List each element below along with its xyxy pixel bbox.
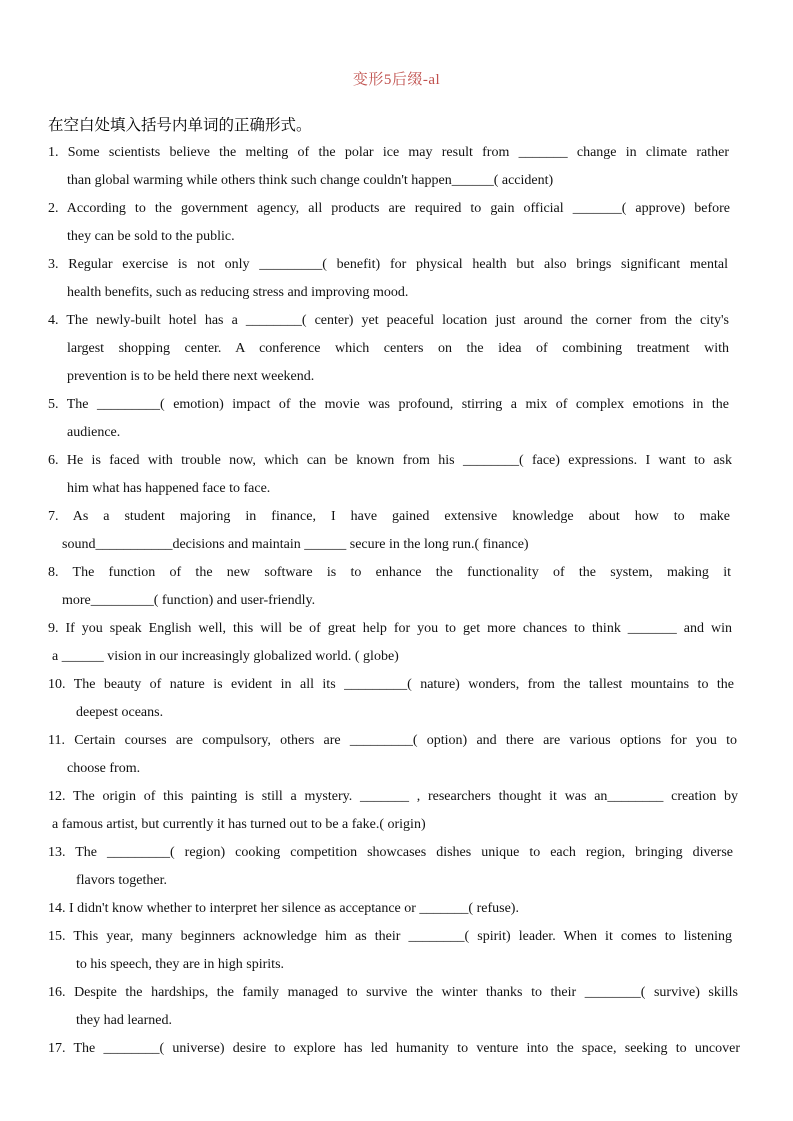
exercise-line: 15. This year, many beginners acknowledge him as their ________( spirit) leader. When it comes to listening xyxy=(48,929,732,944)
exercise-line: a famous artist, but currently it has turned out to be a fake.( origin) xyxy=(52,817,426,832)
exercise-line: 9. If you speak English well, this will be of great help for you to get more chances to think _______ and win xyxy=(48,621,732,636)
exercise-line: prevention is to be held there next weekend. xyxy=(67,369,315,384)
exercise-line: him what has happened face to face. xyxy=(67,481,271,496)
exercise-line: 13. The _________( region) cooking competition showcases dishes unique to each region, bringing diverse xyxy=(48,845,733,860)
exercise-line: than global warming while others think such change couldn't happen______( accident) xyxy=(67,173,554,188)
page-title: 变形5后缀-al xyxy=(352,72,441,88)
exercise-line: 1. Some scientists believe the melting of the polar ice may result from _______ change in climate rather xyxy=(48,145,729,160)
exercise-line: health benefits, such as reducing stress and improving mood. xyxy=(67,285,409,300)
exercise-line: 10. The beauty of nature is evident in all its _________( nature) wonders, from the tallest mountains to the xyxy=(48,677,734,692)
exercise-line: 16. Despite the hardships, the family managed to survive the winter thanks to their ________( survive) skills xyxy=(48,985,738,1000)
exercise-line: audience. xyxy=(67,425,121,440)
exercise-line: 4. The newly-built hotel has a ________( center) yet peaceful location just around the corner from the city's xyxy=(48,313,729,328)
exercise-line: 3. Regular exercise is not only _________( benefit) for physical health but also brings significant mental xyxy=(48,257,728,272)
exercise-line: they had learned. xyxy=(76,1013,173,1028)
exercise-line: sound___________decisions and maintain ______ secure in the long run.( finance) xyxy=(62,537,529,552)
exercise-line: flavors together. xyxy=(76,873,167,888)
exercise-line: a ______ vision in our increasingly globalized world. ( globe) xyxy=(52,649,399,664)
exercise-line: more_________( function) and user-friendly. xyxy=(62,593,316,608)
exercise-line: deepest oceans. xyxy=(76,705,164,720)
exercise-line: 8. The function of the new software is to enhance the functionality of the system, making it xyxy=(48,565,731,580)
exercise-line: they can be sold to the public. xyxy=(67,229,235,244)
instruction-text: 在空白处填入括号内单词的正确形式。 xyxy=(48,116,312,134)
exercise-line: largest shopping center. A conference which centers on the idea of combining treatment with xyxy=(67,341,729,356)
exercise-line: choose from. xyxy=(67,761,141,776)
exercise-line: 7. As a student majoring in finance, I have gained extensive knowledge about how to make xyxy=(48,509,730,524)
exercise-line: 17. The ________( universe) desire to explore has led humanity to venture into the space, seeking to uncover xyxy=(48,1041,740,1056)
exercise-line: 14. I didn't know whether to interpret her silence as acceptance or _______( refuse). xyxy=(48,901,519,916)
exercise-line: 11. Certain courses are compulsory, others are _________( option) and there are various options for you to xyxy=(48,733,737,748)
exercise-line: 2. According to the government agency, all products are required to gain official _______( approve) before xyxy=(48,201,730,216)
exercise-line: 6. He is faced with trouble now, which can be known from his ________( face) expressions. I want to ask xyxy=(48,453,732,468)
exercise-line: 5. The _________( emotion) impact of the movie was profound, stirring a mix of complex emotions in the xyxy=(48,397,729,412)
exercise-line: to his speech, they are in high spirits. xyxy=(76,957,285,972)
exercise-line: 12. The origin of this painting is still a mystery. _______ , researchers thought it was an________ creation by xyxy=(48,789,738,804)
